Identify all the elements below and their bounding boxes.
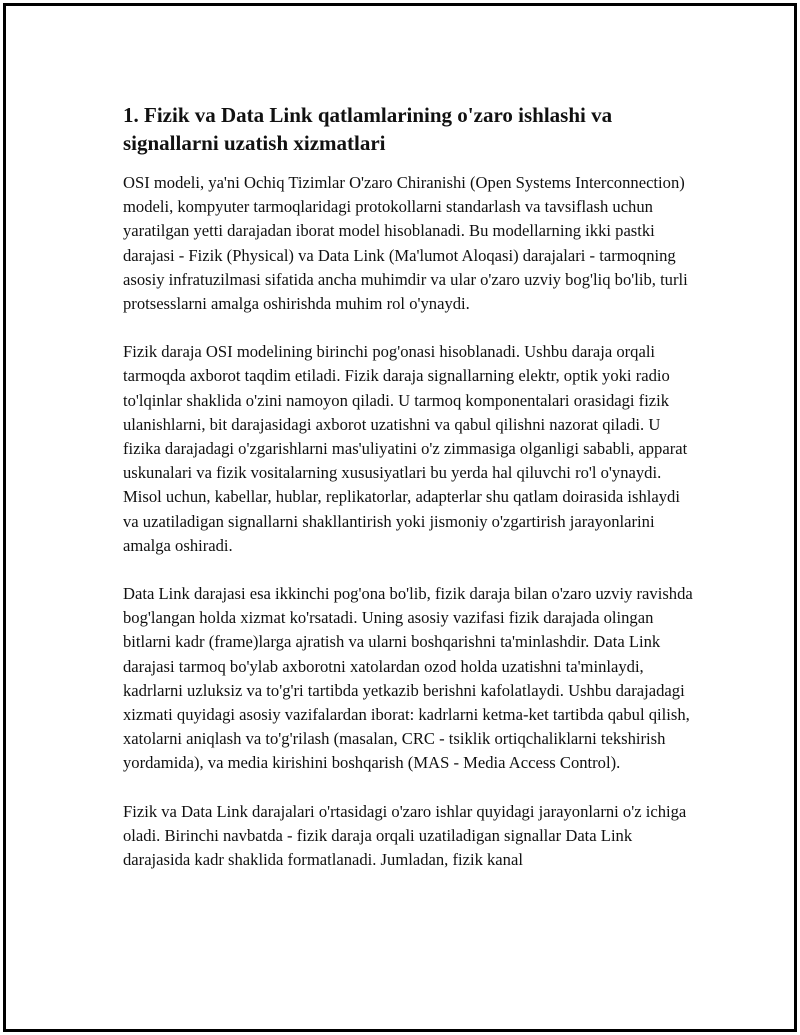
paragraph-osi-intro: OSI modeli, ya'ni Ochiq Tizimlar O'zaro Chiranishi (Open Systems Interconnection) modeli, kompyuter tarmoqlaridagi protokollarni standarlash va tavsiflash uchun yaratilgan yetti darajadan iborat model hisoblanadi. Bu modellarning ikki pastki darajasi - Fizik (Physical) va Data Link (Ma'lumot Aloqasi) darajalari - tarmoqning asosiy infratuzilmasi sifatida ancha muhimdir va ular o'zaro uzviy bog'liq bo'lib, turli protsesslarni amalga oshirishda muhim rol o'ynaydi. <box>123 173 688 314</box>
paragraph-data-link-layer: Data Link darajasi esa ikkinchi pog'ona bo'lib, fizik daraja bilan o'zaro uzviy ravishda bog'langan holda xizmat ko'rsatadi. Uning asosiy vazifasi fizik darajada olingan bitlarni kadr (frame)larga ajratish va ularni boshqarishni ta'minlashdir. Data Link darajasi tarmoq bo'ylab axborotni xatolardan ozod holda uzatishni ta'minlaydi, kadrlarni uzluksiz va to'g'ri tartibda yetkazib berishni kafolatlaydi. Ushbu darajadagi xizmati quyidagi asosiy vazifalardan iborat: kadrlarni ketma-ket tartibda qabul qilish, xatolarni aniqlash va to'g'rilash (masalan, CRC - tsiklik ortiqchaliklarni tekshirish yordamida), va media kirishini boshqarish (MAS - Media Access Control). <box>123 584 693 773</box>
page-frame <box>3 3 797 1032</box>
paragraph-physical-layer: Fizik daraja OSI modelining birinchi pog'onasi hisoblanadi. Ushbu daraja orqali tarmoqda axborot taqdim etiladi. Fizik daraja signallarning elektr, optik yoki radio to'lqinlar shaklida o'zini namoyon qiladi. U tarmoq komponentalari orasidagi fizik ulanishlarni, bit darajasidagi axborot uzatishni va qabul qilishni nazorat qiladi. U fizika darajadagi o'zgarishlarni mas'uliyatini o'z zimmasiga olganligi sababli, apparat uskunalari va fizik vositalarning xususiyatlari bu yerda hal qiluvchi ro'l o'ynaydi. Misol uchun, kabellar, hublar, replikatorlar, adapterlar shu qatlam doirasida ishlaydi va uzatiladigan signallarni shakllantirish yoki jismoniy o'zgartirish jarayonlarini amalga oshiradi. <box>123 342 688 555</box>
document-body <box>123 101 693 896</box>
paragraph-layer-interaction: Fizik va Data Link darajalari o'rtasidagi o'zaro ishlar quyidagi jarayonlarni o'z ichiga oladi. Birinchi navbatda - fizik daraja orqali uzatiladigan signallar Data Link darajasida kadr shaklida formatlanadi. Jumladan, fizik kanal <box>123 801 687 870</box>
page-title: 1. Fizik va Data Link qatlamlarining o'zaro ishlashi va signallarni uzatish xizmatlari <box>123 103 613 155</box>
